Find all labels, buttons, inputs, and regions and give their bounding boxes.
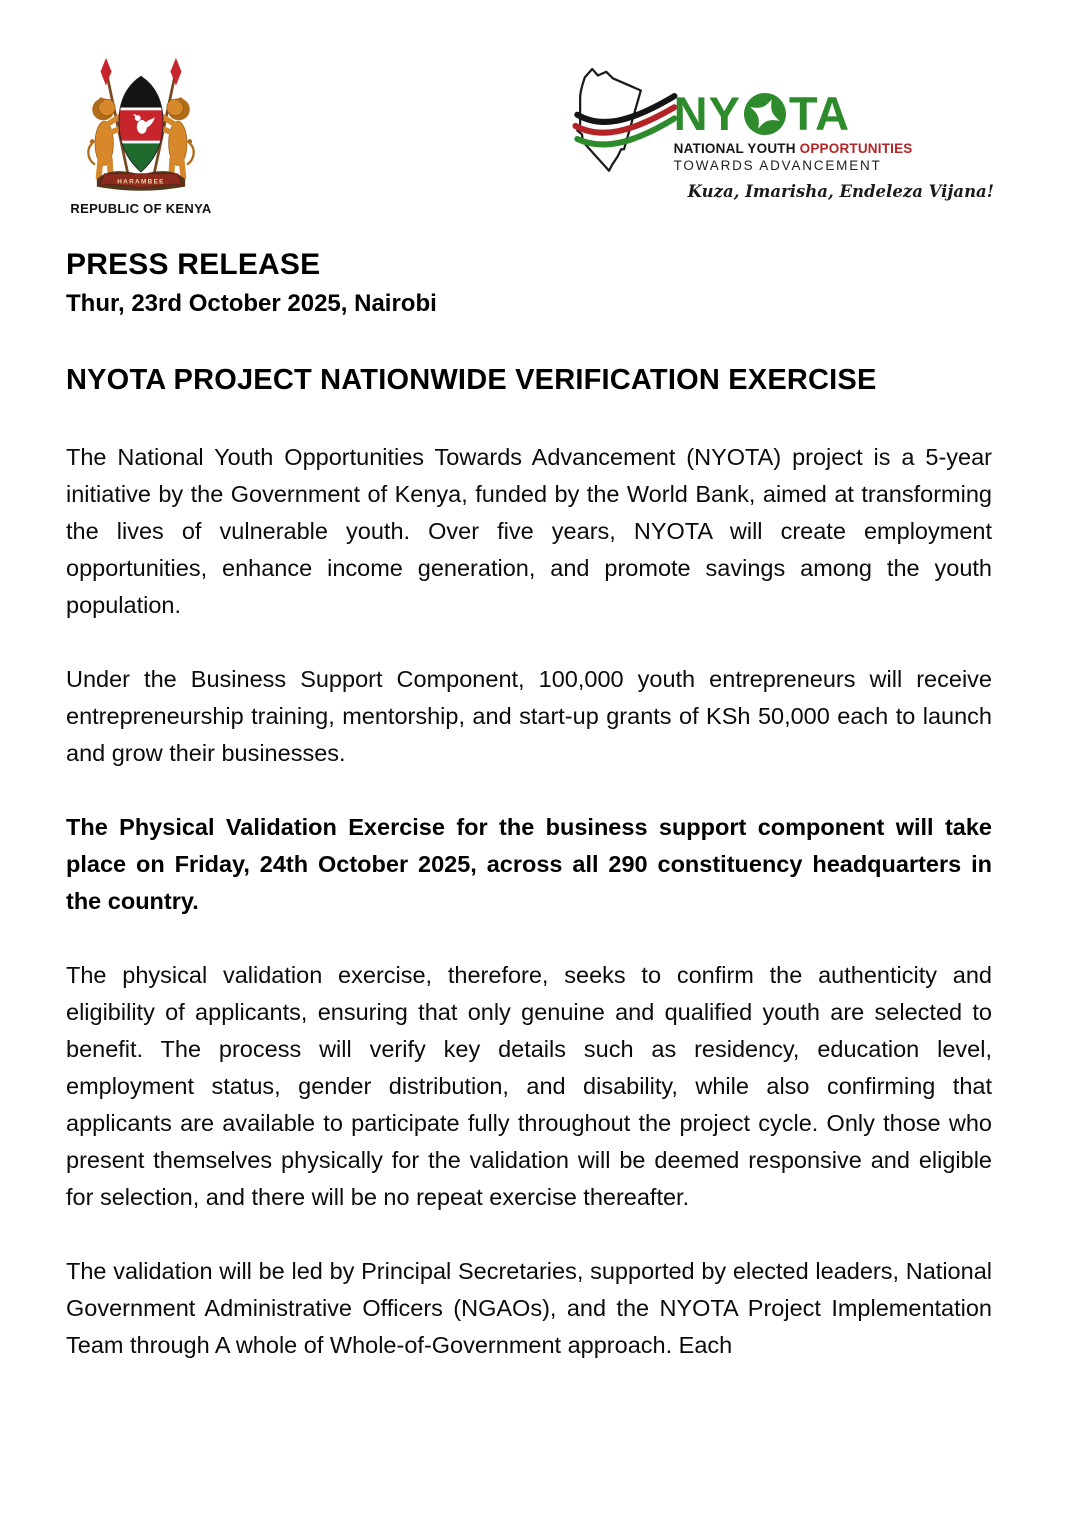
press-release-body — [66, 248, 992, 1364]
page-title: NYOTA PROJECT NATIONWIDE VERIFICATION EXERCISE — [66, 363, 877, 396]
wordmark-right: TA — [788, 87, 851, 140]
shield-icon — [113, 74, 168, 174]
nyota-logo — [568, 60, 994, 201]
kenya-coat-of-arms — [68, 56, 214, 216]
nyota-tagline: Kuza, Imarisha, Endeleza Vijana! — [687, 182, 994, 201]
kenya-map-icon — [568, 60, 680, 195]
star-o-icon — [743, 92, 787, 136]
nyota-subtitle-line1 — [674, 141, 994, 156]
emblem-caption: REPUBLIC OF KENYA — [70, 201, 212, 216]
paragraph: The validation will be led by Principal Secretaries, supported by elected leaders, National Government Administrative Officers (NGAOs), and the NYOTA Project Implementation Team through A whole of Whole-of-Government approach. Each — [66, 1257, 992, 1358]
nyota-subtitle-line2: TOWARDS ADVANCEMENT — [673, 158, 882, 173]
dateline: Thur, 23rd October 2025, Nairobi — [66, 289, 437, 317]
press-release-kicker: PRESS RELEASE — [66, 248, 321, 281]
harambee-banner-text: HARAMBEE — [117, 178, 165, 186]
nyota-wordmark — [673, 87, 994, 140]
subtitle-red: OPPORTUNITIES — [799, 141, 913, 156]
lion-icon — [158, 97, 193, 177]
lion-icon — [88, 97, 123, 177]
paragraph: Under the Business Support Component, 100,000 youth entrepreneurs will receive entrepreneurship training, mentorship, and start-up grants of KSh 50,000 each to launch and grow their businesses. — [66, 665, 992, 766]
paragraph: The physical validation exercise, therefore, seeks to confirm the authenticity and eligibility of applicants, ensuring that only genuine and qualified youth are selected to benefit. The process will verify key details such as residency, education level, employment status, gender distribution, and disability, while also confirming that applicants are available to participate fully throughout the project cycle. Only those who present themselves physically for the validation will be deemed responsive and eligible for selection, and there will be no repeat exercise thereafter. — [66, 961, 992, 1210]
wordmark-left: NY — [673, 87, 741, 140]
kenya-coat-of-arms-icon — [76, 56, 206, 194]
paragraph: The National Youth Opportunities Towards Advancement (NYOTA) project is a 5-year initiative by the Government of Kenya, funded by the World Bank, aimed at transforming the lives of vulnerable youth. Over five years, NYOTA will create employment opportunities, enhance income generation, and promote savings among the youth population. — [66, 443, 992, 618]
paragraph-emphasis: The Physical Validation Exercise for the business support component will take place on Friday, 24th October 2025, across all 290 constituency headquarters in the country. — [66, 813, 992, 914]
subtitle-black: NATIONAL YOUTH — [673, 141, 800, 156]
